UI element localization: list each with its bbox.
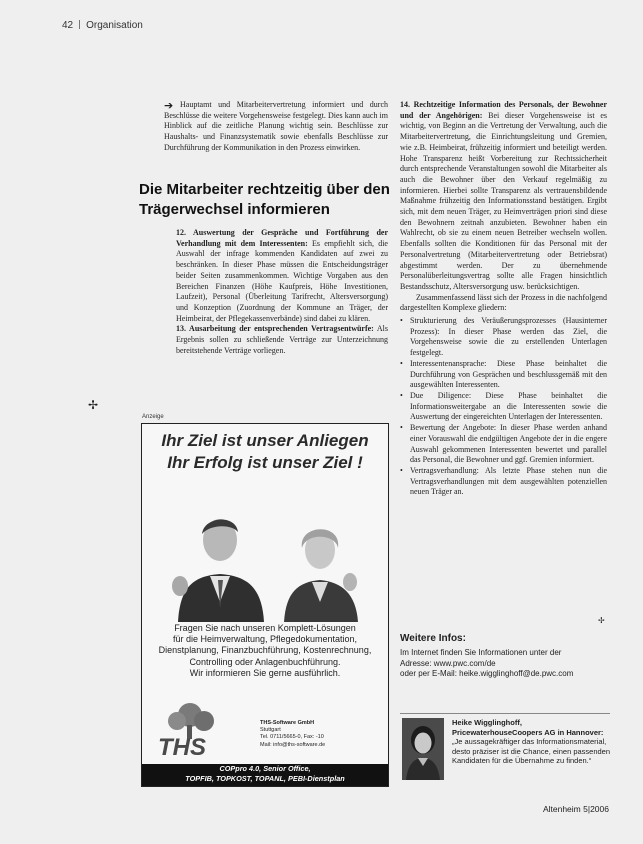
ad-band-line: COPpro 4.0, Senior Office, [219,764,311,773]
right-column [400,100,607,498]
item-14-lead: 14. Rechtzeitige Information des Personals, der Bewohner und der Angehörigen: [400,100,607,120]
advertisement [141,423,389,787]
scan-mark-icon: ✢ [598,616,605,625]
phase-list [400,316,607,498]
ths-logo-text: THS [158,734,206,759]
item-12-text: Es empfiehlt sich, die Auswahl der infrage kommenden Kandidaten auf zwei zu beschränken. In dieser Phase müssen die Entscheidungsträger beider Seiten zusammenkommen. Wichtige Vorgaben aus den Bereichen Finanzen (Höhe Kaufpreis, Höhe Investitionen, Laufzeit), Personal (Überleitung Tarifrecht, Altersversorgung) und Konzeption (Zuordnung der Kommune an Träger, der Heimbeirat, der Pflegekassenverbände) sind dabei zu klären. [176,238,388,323]
page-header [62,20,143,31]
page-footer [543,804,609,814]
author-photo [402,718,444,780]
ad-headline [142,430,388,474]
list-item: • Due Diligence: Diese Phase beinhaltet die Informationsweitergabe an die Interessenten sowie die Auswertung der eingereichten Unterlagen der Interessenten. [400,391,607,423]
page-number: 42 [62,20,74,31]
ad-body-line: Fragen Sie nach unseren Komplett-Lösungen [174,623,356,633]
further-info-line[interactable]: oder per E-Mail: heike.wigglinghoff@de.pwc.com [400,669,574,678]
issue-number: 5|2006 [583,804,609,814]
ad-headline-line: Ihr Erfolg ist unser Ziel ! [167,453,363,472]
ths-logo [150,699,250,759]
item-13-lead: 13. Ausarbeitung der entsprechenden Vertragsentwürfe: [176,324,374,334]
author-quote: „Je aussagekräftiger das Informationsmaterial, desto präziser ist die Chance, einen passenden Kandidaten für die Übernahme zu finden.“ [452,737,611,766]
ad-company-info [260,720,382,749]
list-item: • Bewertung der Angebote: In dieser Phase werden anhand einer Vorauswahl die endgültigen Angebote der in die engere Auswahl gekommenen Interessenten bewertet und parallel das Personal, die Bewohner und ggf. Gremien informiert. [400,423,607,466]
ad-body-line: für die Heimverwaltung, Pflegedokumentation, [172,634,358,645]
header-divider [79,20,80,29]
ad-label: Anzeige [142,414,164,420]
ad-headline-line: Ihr Ziel ist unser Anliegen [161,431,369,450]
ad-body-line: Dienstplanung, Finanzbuchführung, Kostenrechnung, [158,645,372,656]
item-13 [176,324,388,356]
magazine-name: Altenheim [542,804,581,814]
scan-mark-icon: ✢ [88,398,99,412]
item-14-text: Bei dieser Vorgehensweise ist es wichtig, von Beginn an die Vertretung der Verwaltung, auch die Mitarbeitervertretung, die Einrichtungsleitung und Gremien, wie z.B. Heimbeirat, frühzeitig informiert und beteiligt werden. Hohe Transparenz heißt Vorbereitung zur Rechtssicherheit durch entsprechende Veranstaltungen sowohl die Mitarbeiter als auch die Bewohner über den Verkauf regelmäßig zu informieren. Hierbei sollte Transparenz als vertrauensbildende Maßnahme frühzeitig den Informationsstand bestätigen. Ergibt sich, mit dem neuen Träger, zu Heimverträgen priori sind diese den Bewohnern zeitnah anzubieten. Bewohner haben ein Wahlrecht, ob sie zu einem neuen Betreiber wechseln wollen. Ebenfalls sollten die Konditionen für das Personal mit der Personalvertretung (Mitarbeitervertretung oder Betriebsrat) abgestimmt werden. Der zu übernehmende Personalüberleitungsvertrag sollte alle Fragen hinsichtlich Bestandsschutz, Altersversorgung usw. berücksichtigen. [400,110,607,291]
ad-company-line: THS-Software GmbH [260,720,315,726]
summary-intro: Zusammenfassend lässt sich der Prozess in die nachfolgend dargestellten Komplexe gliedern: [400,292,607,313]
intro-paragraph: Hauptamt und Mitarbeitervertretung informiert und durch Beschlüsse die weitere Vorgehensweise festgelegt. Dies kann auch im Hinblick auf die zeitliche Planung wichtig sein. Beschlüsse zur Haushalts- und Finanzsystematik sowie ebenfalls Beschlüsse zur Durchführung der Kommunikation in den Prozess einwirken. [164,100,388,152]
ad-company-line: Tel. 0711/5665-0, Fax: -10 [260,734,324,741]
item-14 [400,100,607,293]
ad-body-line: Wir informieren Sie gerne ausführlich. [189,667,341,678]
item-13-text: Als Ergebnis sollen zu schließende Verträge zur Unterzeichnung bereitstehende Verträge vorliegen. [176,324,389,355]
item-12-lead: 12. Auswertung der Gespräche und Fortführung der Verhandlung mit dem Interessenten: [176,228,388,248]
ad-company-line: Stuttgart [260,727,281,734]
ad-people-photo [152,490,378,622]
intro-paragraph-block [164,100,388,154]
ad-body-text [146,623,384,679]
further-info-line[interactable]: Adresse: www.pwc.com/de [400,658,496,668]
author-box [452,718,612,766]
section-heading: Die Mitarbeiter rechtzeitig über den Trägerwechsel informieren [139,181,390,218]
divider [400,713,610,714]
ad-body-line: Controlling oder Anlagenbuchführung. [189,656,341,667]
author-portrait-icon [402,718,444,780]
list-item: • Vertragsverhandlung: Als letzte Phase stehen nun die Vertragsverhandlungen mit dem ausgewählten potenziellen neuen Träger an. [400,466,607,498]
section-name: Organisation [86,20,143,31]
left-column-items [176,228,388,356]
list-item: • Strukturierung des Veräußerungsprozesses (Hausinterner Prozess): In dieser Phase werden das Ziel, die Vorgehensweise sowie die zu erstellenden Unterlagen festgelegt. [400,316,607,359]
further-info-line: Im Internet finden Sie Informationen unter der [400,648,562,657]
further-info-text [400,648,610,680]
ad-company-line[interactable]: Mail: info@ths-software.de [260,741,326,748]
further-info-title: Weitere Infos: [400,633,466,644]
arrow-icon: ➔ [164,99,174,112]
ad-product-band [142,764,388,786]
ad-band-line: TOPFIB, TOPKOST, TOPANL, PEBI-Dienstplan [185,773,345,783]
author-name: Heike Wigglinghoff, PricewaterhouseCoopers AG in Hannover: [452,718,604,737]
list-item: • Interessentenansprache: Diese Phase beinhaltet die Durchführung von Gesprächen und beschlussgemäß mit den ausgewählten Interessenten. [400,359,607,391]
item-12 [176,228,388,324]
